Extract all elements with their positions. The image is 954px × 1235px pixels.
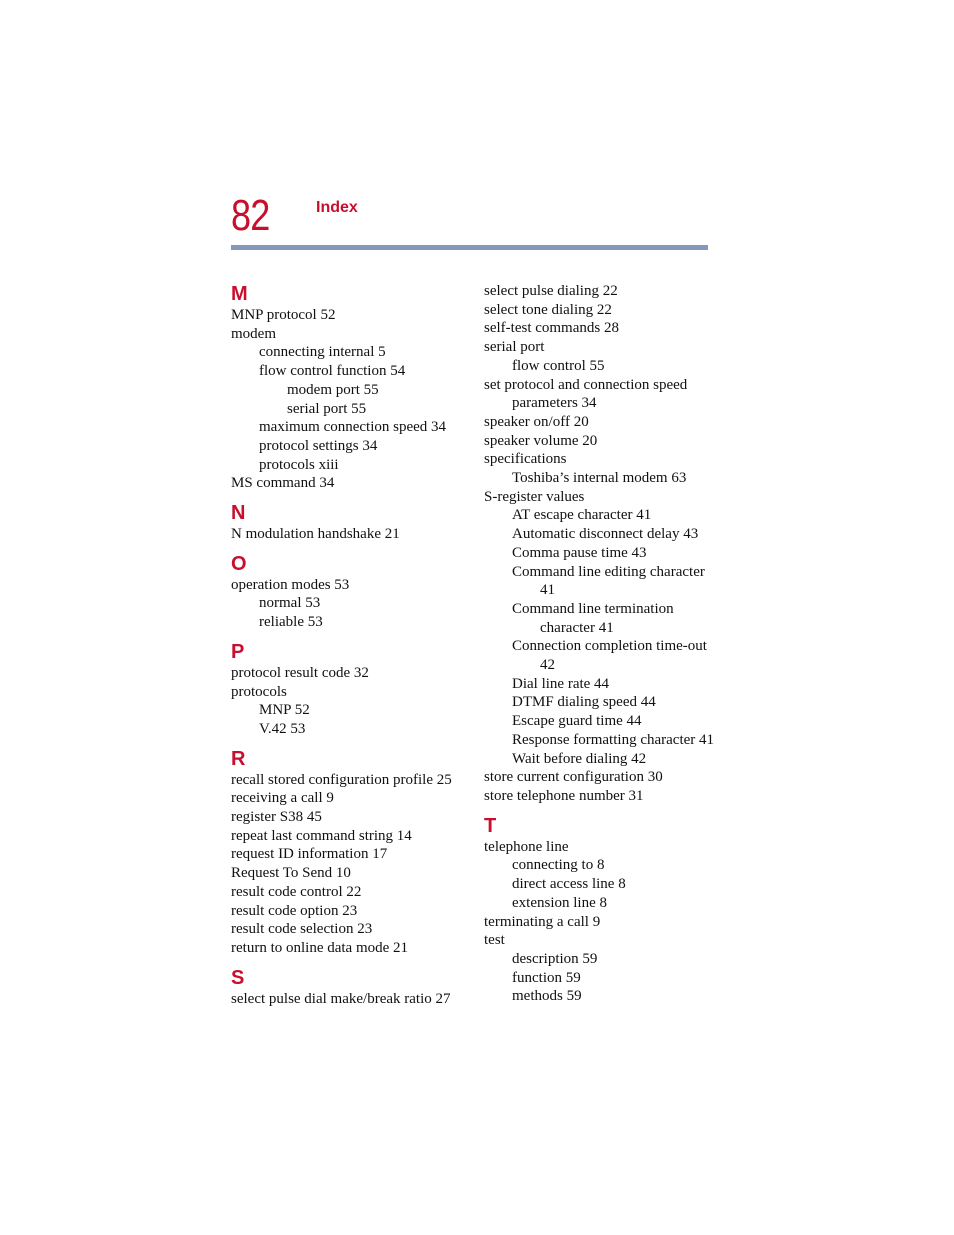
index-letter-heading: M bbox=[231, 283, 248, 305]
index-subentry: connecting to 8 bbox=[512, 857, 605, 874]
index-entry: N modulation handshake 21 bbox=[231, 526, 400, 543]
index-entry: request ID information 17 bbox=[231, 846, 388, 863]
index-subentry: maximum connection speed 34 bbox=[259, 419, 447, 436]
index-subentry: 42 bbox=[540, 657, 555, 674]
index-subentry: DTMF dialing speed 44 bbox=[512, 694, 656, 711]
index-entry: result code control 22 bbox=[231, 883, 362, 900]
index-subentry: Wait before dialing 42 bbox=[512, 750, 647, 767]
index-entry: terminating a call 9 bbox=[484, 913, 601, 930]
index-subentry: description 59 bbox=[512, 950, 598, 967]
index-letter-heading: S bbox=[231, 966, 245, 989]
index-entry: protocols bbox=[231, 683, 287, 700]
index-subentry: protocol settings 34 bbox=[259, 437, 378, 454]
index-entry: select pulse dial make/break ratio 27 bbox=[231, 990, 451, 1007]
index-entry: repeat last command string 14 bbox=[231, 827, 412, 844]
index-entry: recall stored configuration profile 25 bbox=[231, 771, 452, 788]
index-subentry: Command line termination bbox=[512, 600, 674, 617]
index-entry: set protocol and connection speed bbox=[484, 376, 688, 393]
index-subentry: flow control function 54 bbox=[259, 363, 406, 380]
index-entry: telephone line bbox=[484, 838, 569, 855]
index-entry: register S38 45 bbox=[231, 809, 322, 826]
index-subentry: extension line 8 bbox=[512, 894, 607, 911]
index-entry: result code selection 23 bbox=[231, 921, 373, 938]
page-number: 82 bbox=[231, 191, 270, 240]
index-subentry: Toshiba’s internal modem 63 bbox=[512, 470, 687, 487]
index-subentry: function 59 bbox=[512, 969, 581, 986]
index-entry: MS command 34 bbox=[231, 475, 335, 492]
index-entry: MNP protocol 52 bbox=[231, 307, 336, 323]
index-subentry: methods 59 bbox=[512, 988, 582, 1005]
index-entry: store telephone number 31 bbox=[484, 787, 644, 804]
index-letter-heading: O bbox=[231, 552, 247, 575]
index-subentry: Dial line rate 44 bbox=[512, 675, 610, 692]
index-column-left bbox=[231, 282, 471, 1008]
index-entry: serial port bbox=[484, 339, 545, 356]
index-subentry: parameters 34 bbox=[512, 395, 597, 412]
section-title: Index bbox=[316, 199, 358, 216]
index-subentry: serial port 55 bbox=[287, 400, 367, 417]
index-entry: receiving a call 9 bbox=[231, 790, 334, 807]
index-subentry: protocols xiii bbox=[259, 456, 339, 473]
index-subentry: normal 53 bbox=[259, 595, 321, 612]
index-letter-heading: N bbox=[231, 502, 246, 525]
index-subentry: AT escape character 41 bbox=[512, 507, 652, 524]
index-entry: store current configuration 30 bbox=[484, 769, 663, 786]
index-subentry: Command line editing character bbox=[512, 563, 705, 580]
index-entry: test bbox=[484, 932, 505, 949]
index-entry: Request To Send 10 bbox=[231, 865, 351, 882]
index-entry: protocol result code 32 bbox=[231, 664, 369, 681]
index-subentry: flow control 55 bbox=[512, 357, 605, 374]
index-subentry: 41 bbox=[540, 582, 555, 599]
index-subentry: connecting internal 5 bbox=[259, 344, 386, 361]
index-subentry: character 41 bbox=[540, 619, 614, 636]
index-entry: select tone dialing 22 bbox=[484, 301, 612, 318]
index-subentry: MNP 52 bbox=[259, 702, 310, 719]
index-entry: result code option 23 bbox=[231, 902, 358, 919]
index-entry: specifications bbox=[484, 451, 567, 468]
index-subentry: V.42 53 bbox=[259, 720, 306, 737]
index-entry: S-register values bbox=[484, 488, 585, 505]
index-subentry: Comma pause time 43 bbox=[512, 544, 647, 561]
index-letter-heading: P bbox=[231, 640, 245, 663]
index-subentry: Response formatting character 41 bbox=[512, 731, 715, 748]
index-entry: operation modes 53 bbox=[231, 576, 350, 593]
index-subentry: modem port 55 bbox=[287, 381, 379, 398]
index-entry: speaker on/off 20 bbox=[484, 413, 589, 430]
index-entry: modem bbox=[231, 325, 276, 342]
index-subentry: reliable 53 bbox=[259, 614, 323, 631]
index-entry: select pulse dialing 22 bbox=[484, 283, 618, 299]
index-subentry: Connection completion time-out bbox=[512, 638, 707, 655]
index-column-right bbox=[484, 282, 724, 1006]
index-subentry: Escape guard time 44 bbox=[512, 713, 642, 730]
index-letter-heading: T bbox=[484, 814, 497, 837]
index-entry: speaker volume 20 bbox=[484, 432, 598, 449]
index-subentry: direct access line 8 bbox=[512, 876, 626, 893]
index-entry: return to online data mode 21 bbox=[231, 939, 409, 956]
header-rule bbox=[231, 245, 708, 250]
index-entry: self-test commands 28 bbox=[484, 320, 619, 337]
index-subentry: Automatic disconnect delay 43 bbox=[512, 526, 699, 543]
index-letter-heading: R bbox=[231, 747, 246, 770]
